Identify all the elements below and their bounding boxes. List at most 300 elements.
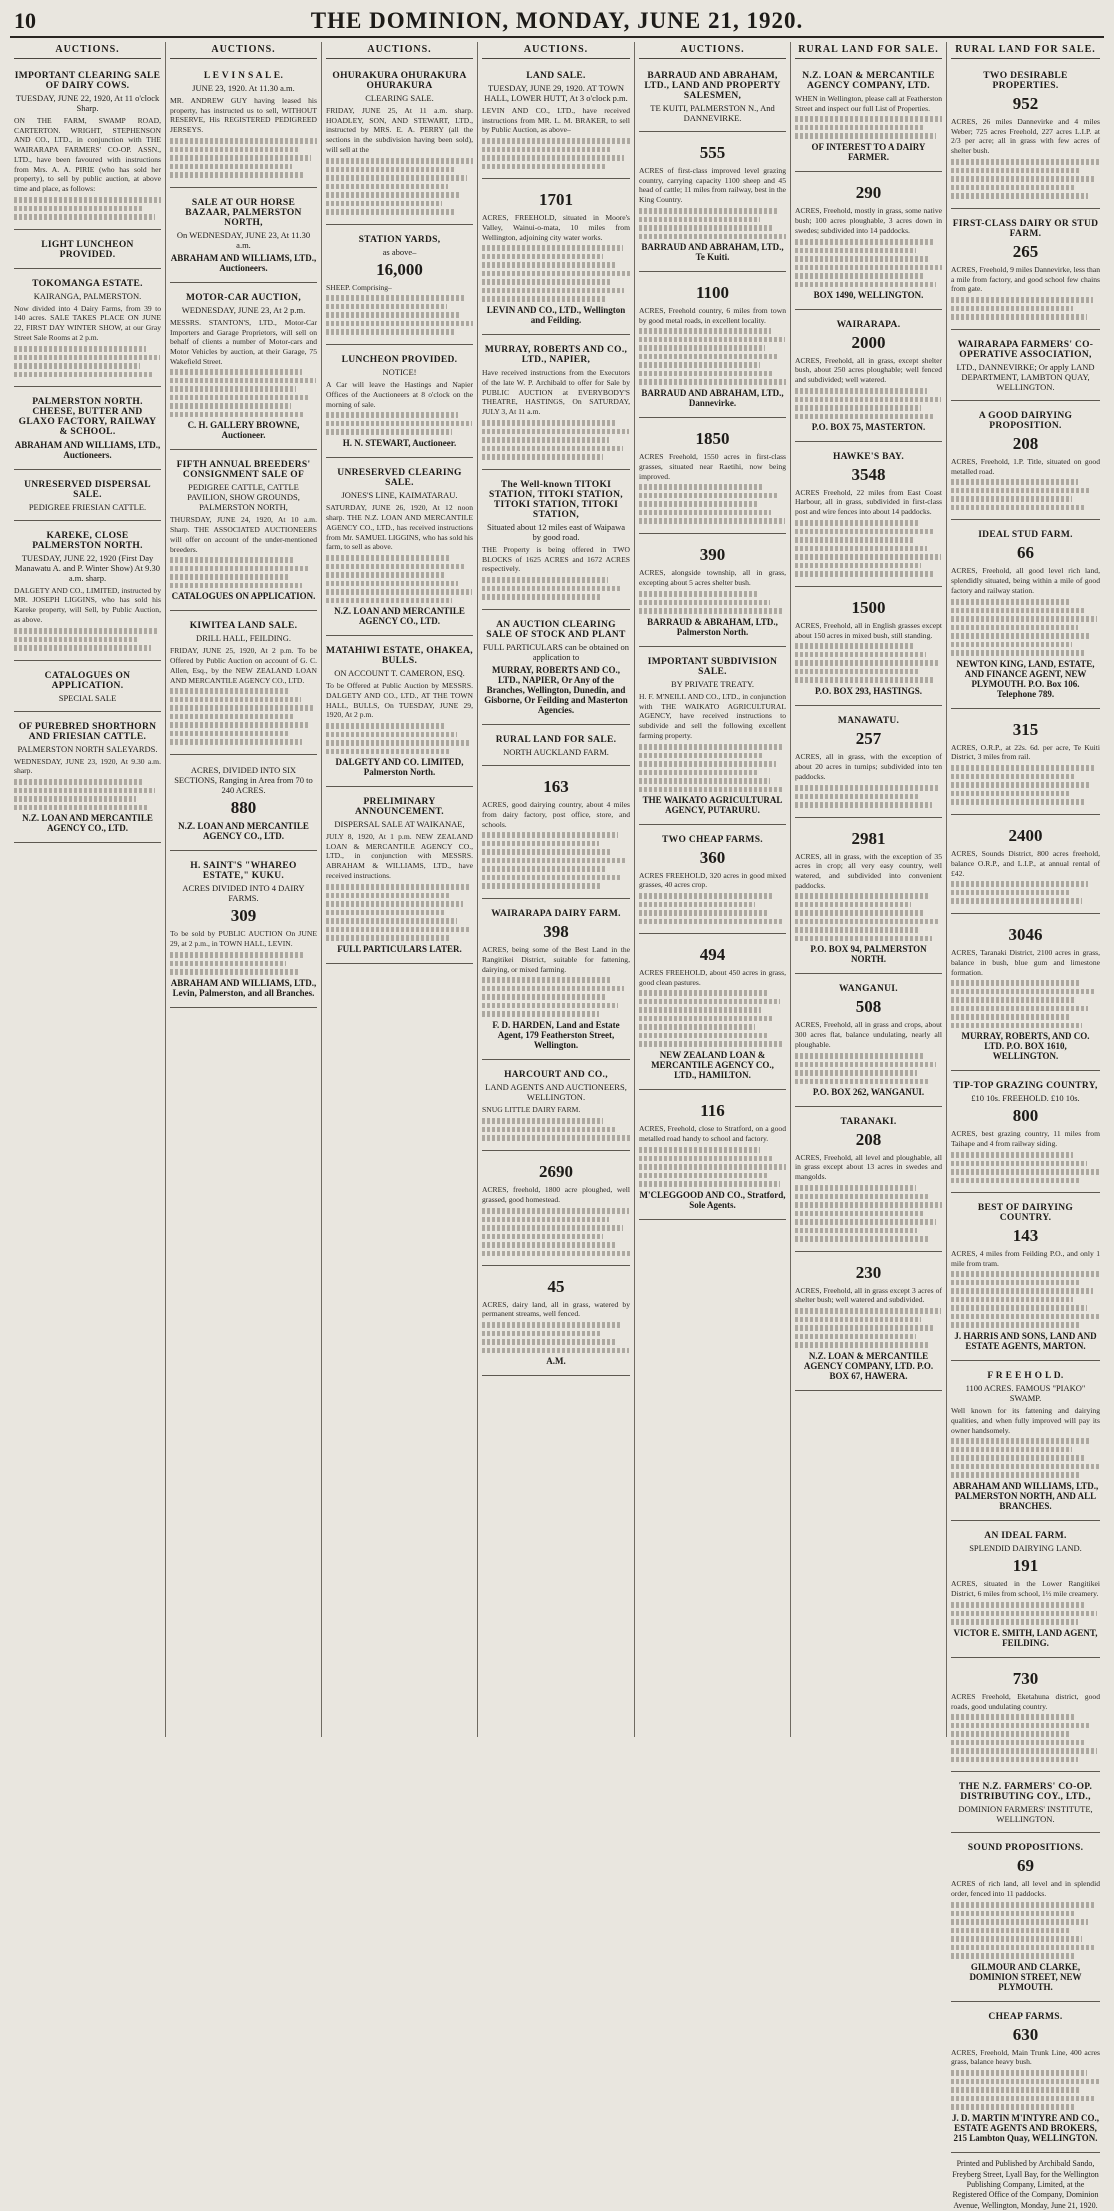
ad-signature: P.O. BOX 262, WANGANUI. <box>812 1086 925 1097</box>
body-text-line <box>639 208 779 214</box>
body-text-line <box>795 1053 923 1059</box>
ad-signature: ABRAHAM AND WILLIAMS, LTD., Auctioneers. <box>14 439 161 460</box>
body-text-line <box>14 628 157 634</box>
body-text-line <box>795 677 933 683</box>
body-text-line <box>951 633 1091 639</box>
ad-body-text: ACRES FREEHOLD, about 450 acres in grass, good clean pastures. <box>639 967 786 987</box>
ad-subheading: ACRES DIVIDED INTO 4 DAIRY FARMS. <box>182 883 305 904</box>
ad-body-text: Now divided into 4 Dairy Farms, from 39 to 140 acres. SALE TAKES PLACE ON JUNE 22, FIRST DAY WINTER SHOW, at our Gray Street Sale Rooms at 2 p.m. <box>14 303 161 342</box>
ad-signature: H. N. STEWART, Auctioneer. <box>342 438 457 449</box>
advertisement <box>14 665 161 712</box>
advertisement <box>639 538 786 646</box>
body-text-line <box>951 1447 1072 1452</box>
body-text-line <box>795 1194 929 1199</box>
ad-subheading: TE KUITI, PALMERSTON N., And DANNEVIRKE. <box>650 103 775 123</box>
ad-heading: WANGANUI. <box>839 984 898 995</box>
ad-signature: BARRAUD AND ABRAHAM, LTD., Dannevirke. <box>641 388 784 409</box>
advertisement <box>482 1155 630 1265</box>
body-text-line <box>482 1003 618 1008</box>
ad-body-text: ACRES Freehold, 1550 acres in first-class grasses, situated near Raetihi, now being improved. <box>639 452 786 481</box>
advertisement <box>482 729 630 766</box>
body-text-line <box>951 193 1088 199</box>
ad-body-text: ACRES, all in grass, with the exception of 35 acres in crop; all very easy country, well watered, and subdivided into convenient paddocks. <box>795 851 942 890</box>
ad-body-text: SATURDAY, JUNE 26, 1920, At 12 noon sharp. THE N.Z. LOAN AND MERCANTILE AGENCY CO., LTD., has received instructions from Mr. SAMUEL LIGGINS, who has sold his farm, to sell as above. <box>326 503 473 552</box>
body-text-line <box>326 598 452 603</box>
ad-signature: ABRAHAM AND WILLIAMS, LTD., PALMERSTON NORTH, AND ALL BRANCHES. <box>952 1481 1099 1512</box>
ad-heading: IDEAL STUD FARM. <box>978 530 1073 541</box>
ad-signature: MURRAY, ROBERTS, AND CO. LTD. P.O. BOX 1610, WELLINGTON. <box>961 1031 1090 1062</box>
ad-signature: N.Z. LOAN AND MERCANTILE AGENCY CO., LTD. <box>334 606 465 627</box>
ad-heading: SOUND PROPOSITIONS. <box>967 1843 1084 1854</box>
body-text-line <box>482 279 611 285</box>
ad-body-text: ACRES, Freehold, close to Stratford, on a good metalled road handy to school and factory. <box>639 1124 786 1144</box>
ad-body-text: Well known for its fattening and dairying qualities, and when fully improved will pay its owner handsomely. <box>951 1406 1100 1435</box>
body-text-line <box>170 969 299 975</box>
ad-body-text: MR. ANDREW GUY having leased his property, has instructed us to sell, WITHOUT RESERVE, His REGISTERED PEDIGREED JERSEYS. <box>170 96 317 135</box>
ad-body-text: ACRES Freehold, 22 miles from East Coast Harbour, all in grass, subdivided in first-class post and wire fences into about 14 paddocks. <box>795 487 942 517</box>
advertisement <box>795 591 942 706</box>
body-text-line <box>482 883 600 889</box>
body-text-line <box>482 271 630 276</box>
ad-body-text: H. F. M'NEILL AND CO., LTD., in conjunction with THE WAIKATO AGRICULTURAL AGENCY, have received instructions to subdivide and sell the following excellent farming property. <box>639 691 786 740</box>
column-header: AUCTIONS. <box>482 42 630 59</box>
body-text-line <box>170 952 305 958</box>
body-text-line <box>14 214 155 220</box>
body-text-line <box>326 589 472 595</box>
body-text-line <box>326 901 463 907</box>
body-text-line <box>951 898 1082 904</box>
body-text-line <box>170 697 301 702</box>
body-text-line <box>326 312 460 318</box>
ad-signature: N.Z. LOAN AND MERCANTILE AGENCY CO., LTD. <box>22 812 153 833</box>
advertisement <box>14 525 161 661</box>
body-text-line <box>951 496 1072 502</box>
advertisement <box>795 1111 942 1252</box>
body-text-line <box>326 321 473 326</box>
column-5 <box>635 42 791 1737</box>
body-text-line <box>951 1161 1087 1166</box>
body-text-line <box>326 572 445 578</box>
acreage-figure: 3548 <box>851 464 886 484</box>
body-text-line <box>639 234 786 239</box>
body-text-line <box>795 282 936 287</box>
advertisement <box>795 176 942 309</box>
body-text-line <box>951 1714 1076 1720</box>
ad-subheading: DISPERSAL SALE AT WAIKANAE, <box>334 818 465 829</box>
body-text-line <box>795 643 913 649</box>
body-text-line <box>951 1023 1082 1028</box>
body-text-line <box>326 935 451 941</box>
body-text-line <box>951 1280 1079 1285</box>
ad-body-text: ACRES, Freehold, all in grass except 3 acres of shelter bush; well watered and subdivided. <box>795 1285 942 1305</box>
acreage-figure: 630 <box>1012 2024 1039 2044</box>
body-text-line <box>795 1308 941 1314</box>
ad-body-text: ACRES, good dairying country, about 4 miles from dairy factory, post office, store, and schools. <box>482 800 630 829</box>
ad-body-text: To be sold by PUBLIC AUCTION On JUNE 29, at 2 p.m., in TOWN HALL, LEVIN. <box>170 929 317 948</box>
ad-body-text: ACRES, Freehold country, 6 miles from town by good metal roads, in excellent locality. <box>639 305 786 325</box>
body-text-line <box>795 116 942 122</box>
ad-heading: N.Z. LOAN & MERCANTILE AGENCY COMPANY, LTD. <box>802 71 935 91</box>
body-text-line <box>951 608 1084 613</box>
ad-subheading: SPECIAL SALE <box>58 692 117 703</box>
body-text-line <box>639 354 779 359</box>
body-text-line <box>639 484 764 490</box>
body-text-line <box>639 379 786 385</box>
ad-body-text: ON THE FARM, SWAMP ROAD, CARTERTON. WRIGHT, STEPHENSON AND CO., LTD., in conjunction with THE WAIRARAPA FARMERS' CO-OP. ASSN., LTD., have been favoured with instructions from Mrs. A. A. PIRIE (who has sold her property), to sell by public auction, at above time and place, as follows: <box>14 116 161 194</box>
acreage-figure: 508 <box>855 997 882 1017</box>
body-text-line <box>326 927 470 932</box>
body-text-line <box>951 881 1088 887</box>
column-grid <box>10 42 1104 2210</box>
ad-heading: L E V I N S A L E. <box>203 71 284 81</box>
ad-body-text: Have received instructions from the Executors of the late W. P. Archibald to offer for Sale by PUBLIC AUCTION at EVERYBODY'S THEATRE, HASTINGS, On SATURDAY, JULY 3, At 11 a.m. <box>482 368 630 417</box>
ad-heading: WAIRARAPA FARMERS' CO-OPERATIVE ASSOCIATION, <box>957 340 1094 361</box>
body-text-line <box>326 304 447 309</box>
body-text-line <box>170 164 292 169</box>
ad-signature: GILMOUR AND CLARKE, DOMINION STREET, NEW PLYMOUTH. <box>969 1961 1082 1992</box>
body-text-line <box>639 1147 760 1153</box>
column-header: AUCTIONS. <box>170 42 317 59</box>
ad-heading: TIP-TOP GRAZING COUNTRY, <box>953 1081 1098 1092</box>
body-text-line <box>795 785 938 791</box>
body-text-line <box>170 566 308 571</box>
body-text-line <box>795 414 935 419</box>
advertisement <box>326 462 473 636</box>
ad-heading: LIGHT LUNCHEON PROVIDED. <box>41 239 134 260</box>
body-text-line <box>482 1242 617 1248</box>
body-text-line <box>795 1219 936 1225</box>
advertisement <box>639 65 786 132</box>
column-4 <box>478 42 635 1737</box>
body-text-line <box>326 723 444 729</box>
advertisement <box>170 759 317 851</box>
column-header: RURAL LAND FOR SALE. <box>795 42 942 59</box>
ad-subheading: LAND AGENTS AND AUCTIONEERS, WELLINGTON. <box>485 1082 627 1103</box>
ad-body-text: WHEN in Wellington, please call at Featherston Street and inspect our full List of Properties. <box>795 94 942 113</box>
ad-heading: IMPORTANT SUBDIVISION SALE. <box>647 656 778 677</box>
ad-heading: AN IDEAL FARM. <box>984 1531 1067 1542</box>
body-text-line <box>482 164 605 169</box>
body-text-line <box>951 1928 1069 1933</box>
ad-subheading: NOTICE! <box>382 367 417 378</box>
ad-signature: J. HARRIS AND SONS, LAND AND ESTATE AGENTS, MARTON. <box>954 1331 1097 1352</box>
ad-subheading: as above– <box>382 246 417 257</box>
body-text-line <box>795 397 941 402</box>
ad-signature: ABRAHAM AND WILLIAMS, LTD., Levin, Palmerston, and all Branches. <box>170 977 317 998</box>
body-text-line <box>795 125 923 130</box>
advertisement <box>14 474 161 521</box>
body-text-line <box>795 919 938 924</box>
ad-heading: IMPORTANT CLEARING SALE OF DAIRY COWS. <box>14 71 161 91</box>
advertisement <box>482 903 630 1060</box>
body-text-line <box>951 1723 1090 1728</box>
acreage-figure: 1500 <box>851 597 886 617</box>
publisher-imprint: Printed and Published by Archibald Sando, Freyberg Street, Lyall Bay, for the Wellington Publishing Company, Limited, at the Registered Office of the Company, Dominion Avenue, Wellington, Monday, June 21, 1920. <box>952 2159 1099 2210</box>
ad-subheading: FULL PARTICULARS can be obtained on application to <box>483 642 629 663</box>
ad-subheading: Situated about 12 miles east of Waipawa by good road. <box>487 521 625 542</box>
ad-body-text: ACRES, Freehold, 9 miles Dannevirke, less than a mile from factory, and good school few chains from gate. <box>951 264 1100 294</box>
advertisement <box>482 1270 630 1376</box>
body-text-line <box>795 571 935 577</box>
body-text-line <box>951 1757 1078 1762</box>
body-text-line <box>482 1348 629 1353</box>
body-text-line <box>14 637 137 642</box>
ad-heading: FIRST-CLASS DAIRY OR STUD FARM. <box>952 218 1099 239</box>
body-text-line <box>639 787 783 792</box>
ad-subheading: £10 10s. FREEHOLD. £10 10s. <box>971 1093 1080 1104</box>
body-text-line <box>326 158 473 164</box>
body-text-line <box>482 1208 629 1214</box>
body-text-line <box>639 919 782 924</box>
body-text-line <box>951 1322 1081 1328</box>
ad-body-text: ACRES, dairy land, all in grass, watered by permanent streams, well fenced. <box>482 1299 630 1319</box>
ad-heading: The Well-known TITOKI STATION, TITOKI STATION, TITOKI STATION, TITOKI STATION, <box>489 479 623 520</box>
ad-heading: UNRESERVED DISPERSAL SALE. <box>24 479 151 500</box>
ad-heading: RURAL LAND FOR SALE. <box>495 735 617 746</box>
advertisement <box>326 640 473 787</box>
body-text-line <box>639 1033 768 1038</box>
ad-body-text: SNUG LITTLE DAIRY FARM. <box>482 1105 581 1115</box>
body-text-line <box>795 902 911 907</box>
acreage-figure: 1100 <box>695 282 730 302</box>
ad-signature: CATALOGUES ON APPLICATION. <box>171 591 316 602</box>
ad-body-text: SHEEP. Comprising– <box>326 282 392 292</box>
ad-heading: BARRAUD AND ABRAHAM, LTD., LAND AND PROPERTY SALESMEN, <box>644 71 781 101</box>
advertisement <box>639 276 786 418</box>
body-text-line <box>795 660 939 666</box>
ad-body-text: ACRES, all in grass, with the exception of about 20 acres in turnips; subdivided into ten paddocks. <box>795 752 942 781</box>
advertisement <box>951 1837 1100 2001</box>
body-text-line <box>951 1945 1096 1950</box>
ad-heading: KIWITEA LAND SALE. <box>189 621 298 632</box>
advertisement <box>170 287 317 451</box>
body-text-line <box>795 1236 930 1242</box>
acreage-figure: 265 <box>1012 241 1039 261</box>
body-text-line <box>326 555 451 561</box>
body-text-line <box>639 1156 773 1161</box>
body-text-line <box>482 1251 630 1256</box>
ad-body-text: ACRES, Taranaki District, 2100 acres in grass, balance in bush, blue gum and limestone formation. <box>951 948 1100 977</box>
body-text-line <box>482 1225 623 1231</box>
ad-body-text: ACRES, Freehold, 1.P. Title, situated on good metalled road. <box>951 457 1100 476</box>
ad-subheading: PEDIGREE FRIESIAN CATTLE. <box>28 501 147 512</box>
body-text-line <box>482 1322 621 1328</box>
body-text-line <box>482 296 605 302</box>
advertisement <box>14 65 161 230</box>
body-text-line <box>482 245 623 251</box>
advertisement <box>951 1525 1100 1657</box>
ad-body-text: ACRES, best grazing country, 11 miles from Taihape and 4 from railway siding. <box>951 1129 1100 1149</box>
body-text-line <box>951 1740 1084 1745</box>
acreage-figure: 290 <box>855 183 882 203</box>
advertisement <box>482 183 630 335</box>
body-text-line <box>639 225 773 231</box>
body-text-line <box>639 608 783 614</box>
ad-signature: ABRAHAM AND WILLIAMS, LTD., Auctioneers. <box>170 252 317 273</box>
advertisement <box>795 822 942 975</box>
body-text-line <box>795 1185 916 1191</box>
column-2 <box>166 42 322 1737</box>
body-text-line <box>795 802 932 808</box>
ad-heading: THE N.Z. FARMERS' CO-OP. DISTRIBUTING COY., LTD., <box>958 1782 1093 1803</box>
ad-signature: THE WAIKATO AGRICULTURAL AGENCY, PUTARURU. <box>642 794 783 815</box>
ad-heading: H. SAINT'S "WHAREO ESTATE," KUKU. <box>190 861 297 882</box>
body-text-line <box>170 147 298 152</box>
body-text-line <box>482 577 608 583</box>
body-text-line <box>482 1331 602 1336</box>
advertisement <box>639 938 786 1090</box>
newspaper-title: THE DOMINION, MONDAY, JUNE 21, 1920. <box>310 8 804 33</box>
ad-heading: MANAWATU. <box>837 716 900 727</box>
ad-heading: TWO CHEAP FARMS. <box>662 834 763 845</box>
body-text-line <box>170 557 295 563</box>
ad-body-text: ACRES, situated in the Lower Rangitikei District, 6 miles from school, 1½ mile creamery. <box>951 1579 1100 1599</box>
ad-subheading: PEDIGREE CATTLE, CATTLE PAVILION, SHOW GROUNDS, PALMERSTON NORTH, <box>187 482 300 513</box>
body-text-line <box>795 529 933 534</box>
ad-heading: PALMERSTON NORTH. CHEESE, BUTTER AND GLAXO FACTORY, RAILWAY & SCHOOL. <box>18 396 157 437</box>
ad-signature: BOX 1490, WELLINGTON. <box>813 289 924 300</box>
ad-signature: FULL PARTICULARS LATER. <box>337 943 462 954</box>
body-text-line <box>326 209 455 215</box>
advertisement <box>951 819 1100 914</box>
advertisement <box>951 713 1100 815</box>
body-text-line <box>951 997 1075 1003</box>
advertisement <box>14 716 161 843</box>
body-text-line <box>326 893 449 898</box>
body-text-line <box>639 217 760 222</box>
ad-signature: NEWTON KING, LAND, ESTATE, AND FINANCE AGENT, NEW PLYMOUTH. P.O. Box 106. Telephone 789. <box>956 658 1095 699</box>
body-text-line <box>326 201 442 206</box>
ad-signature: BARRAUD AND ABRAHAM, LTD., Te Kuiti. <box>641 241 784 262</box>
body-text-line <box>326 918 457 924</box>
body-text-line <box>795 1079 930 1084</box>
ad-signature: MURRAY, ROBERTS AND CO., LTD., NAPIER, Or Any of the Branches, Wellington, Dunedin, and Gisborne, Or Feilding and Masterton Agencies. <box>484 665 628 716</box>
ad-signature: A.M. <box>546 1355 566 1366</box>
ad-heading: TWO DESIRABLE PROPERTIES. <box>983 71 1068 91</box>
body-text-line <box>951 1602 1084 1608</box>
body-text-line <box>951 1178 1081 1183</box>
body-text-line <box>639 337 785 342</box>
body-text-line <box>170 731 289 736</box>
body-text-line <box>951 1438 1091 1444</box>
body-text-line <box>482 155 624 161</box>
body-text-line <box>951 1014 1069 1020</box>
ad-body-text: JULY 8, 1920, At 1 p.m. NEW ZEALAND LOAN & MERCANTILE AGENCY CO., LTD., in conjunction with MESSRS. ABRAHAM & WILLIAMS, LTD., have received instructions. <box>326 831 473 880</box>
body-text-line <box>795 1228 917 1233</box>
body-text-line <box>951 159 1100 165</box>
body-text-line <box>326 749 451 754</box>
body-text-line <box>639 345 765 351</box>
body-text-line <box>951 479 1078 485</box>
body-text-line <box>482 446 623 451</box>
ad-heading: F R E E H O L D. <box>987 1371 1064 1382</box>
body-text-line <box>482 1011 599 1017</box>
body-text-line <box>482 1135 630 1141</box>
ad-signature: DALGETY AND CO. LIMITED, Palmerston North. <box>335 756 464 777</box>
body-text-line <box>951 168 1081 173</box>
acreage-figure: 800 <box>1012 1106 1039 1126</box>
body-text-line <box>482 288 624 293</box>
acreage-figure: 16,000 <box>376 259 423 279</box>
body-text-line <box>951 1611 1097 1616</box>
body-text-line <box>795 554 941 560</box>
advertisement <box>639 1094 786 1219</box>
ad-subheading: TUESDAY, JUNE 22, 1920 (First Day Manawatu A. and P. Winter Show) At 9.30 a.m. sharp. <box>15 552 160 583</box>
body-text-line <box>951 642 1072 647</box>
acreage-figure: 45 <box>547 1276 565 1296</box>
acreage-figure: 191 <box>1012 1556 1039 1576</box>
ad-body-text: DALGETY AND CO., LIMITED, instructed by MR. JOSEPH LIGGINS, who has sold his Kareke property, will Sell, by Public Auction, as above. <box>14 585 161 624</box>
ad-body-text: ACRES, Freehold, all good level rich land, splendidly situated, being within a mile of good factory and railway station. <box>951 566 1100 595</box>
ad-body-text: ACRES, freehold, 1800 acre ploughed, well grassed, good homestead. <box>482 1185 630 1204</box>
body-text-line <box>639 753 762 758</box>
body-text-line <box>14 796 136 802</box>
body-text-line <box>951 2104 1075 2110</box>
body-text-line <box>326 175 467 181</box>
ad-body-text: ACRES, 4 miles from Feilding P.O., and only 1 mile from tram. <box>951 1248 1100 1268</box>
body-text-line <box>951 1288 1093 1294</box>
body-text-line <box>795 520 920 526</box>
body-text-line <box>951 1169 1100 1175</box>
acreage-figure: 208 <box>855 1129 882 1149</box>
body-text-line <box>170 395 310 400</box>
body-text-line <box>170 688 288 694</box>
body-text-line <box>639 893 774 899</box>
column-header: AUCTIONS. <box>326 42 473 59</box>
advertisement <box>951 524 1100 708</box>
body-text-line <box>14 346 146 352</box>
body-text-line <box>482 875 620 880</box>
column-7 <box>947 42 1104 2210</box>
ad-subheading: NORTH AUCKLAND FARM. <box>503 747 609 758</box>
body-text-line <box>639 1164 786 1170</box>
body-text-line <box>639 778 770 784</box>
body-text-line <box>482 138 630 144</box>
ad-body-text: ACRES, Freehold, all in grass, except shelter bush, about 250 acres ploughable; well fenced and subdivided; well watered. <box>795 355 942 385</box>
advertisement <box>951 65 1100 209</box>
ad-subheading: 1100 ACRES. FAMOUS "PIAKO" SWAMP. <box>965 1383 1086 1404</box>
advertisement <box>639 422 786 534</box>
acreage-figure: 494 <box>699 944 726 964</box>
body-text-line <box>951 782 1090 788</box>
column-header: AUCTIONS. <box>639 42 786 59</box>
body-text-line <box>326 421 472 426</box>
body-text-line <box>170 412 304 417</box>
ad-heading: HARCOURT AND CO., <box>504 1070 608 1081</box>
body-text-line <box>951 2096 1094 2101</box>
body-text-line <box>951 1271 1099 1277</box>
ad-body-text: ACRES, being some of the Best Land in the Rangitikei District, suitable for fattening, dairying, or mixed farming. <box>482 945 630 974</box>
body-text-line <box>482 1339 615 1345</box>
body-text-line <box>795 1325 935 1331</box>
column-1 <box>10 42 166 1737</box>
advertisement <box>170 454 317 611</box>
body-text-line <box>639 770 757 775</box>
body-text-line <box>170 138 317 144</box>
body-text-line <box>170 172 305 178</box>
body-text-line <box>639 600 770 605</box>
advertisement <box>795 978 942 1106</box>
body-text-line <box>14 197 161 203</box>
ad-heading: LAND SALE. <box>526 71 586 81</box>
body-text-line <box>639 744 782 750</box>
body-text-line <box>795 1334 916 1339</box>
acreage-figure: 555 <box>699 143 726 162</box>
body-text-line <box>482 454 603 460</box>
acreage-figure: 230 <box>855 1262 882 1282</box>
advertisement <box>639 829 786 934</box>
body-text-line <box>482 1118 603 1124</box>
